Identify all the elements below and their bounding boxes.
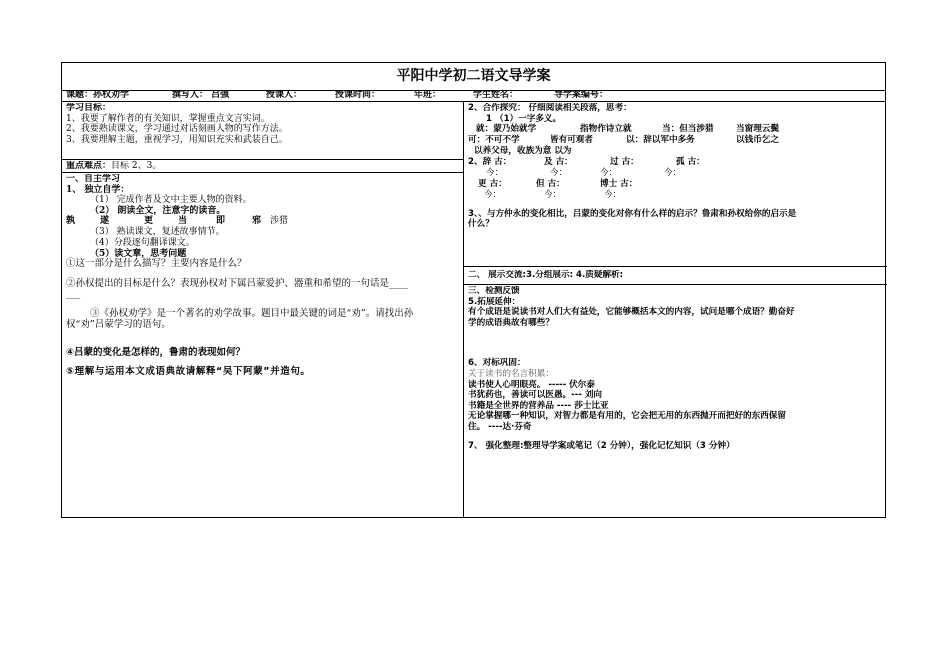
goals-heading: 学习目标： bbox=[66, 103, 112, 113]
selfstudy-line: （3） 熟读课文，复述故事情节。 bbox=[90, 227, 225, 238]
coop-item: 及 古： bbox=[544, 156, 573, 167]
coop-heading: 2、合作探究： 仔细阅读相关段落，思考： bbox=[468, 103, 632, 113]
coop-item: 今： bbox=[664, 167, 682, 178]
coop-item: 指物作诗立就 bbox=[580, 124, 632, 135]
meta-teacher: 授课人： bbox=[266, 90, 303, 100]
char-item: 涉猎 bbox=[270, 216, 289, 227]
char-item: 更 bbox=[144, 216, 154, 227]
meta-row bbox=[62, 90, 885, 102]
feedback-question-cont: 学的成语典故有哪些？ bbox=[468, 317, 554, 328]
coop-item: 过 古： bbox=[610, 156, 639, 167]
column-divider bbox=[463, 101, 464, 517]
meta-topic: 课题：孙权劝学 bbox=[66, 90, 130, 100]
coop-item: 今： bbox=[600, 167, 618, 178]
quote-item: 住。 ----达·芬奇 bbox=[468, 421, 532, 432]
selfstudy-section bbox=[66, 174, 461, 377]
coop-item: 以钱币乞之 bbox=[736, 135, 779, 146]
worksheet-page bbox=[61, 62, 886, 518]
quote-item: 书籍是全世界的营养品 ---- 莎士比亚 bbox=[468, 400, 609, 411]
selfstudy-line: （2） 朗读全文，注意字的读音。 bbox=[90, 205, 226, 216]
char-item: 即 bbox=[216, 216, 226, 227]
coop-question-3: 3、、与方仲永的变化相比，吕蒙的变化对你有什么样的启示？鲁肃和孙权给你的启示是 bbox=[468, 208, 797, 219]
coop-row-3: 以养父母，收族为意 以为 bbox=[474, 146, 572, 157]
selfstudy-line: （5）读文章，思考问题 bbox=[90, 248, 187, 259]
coop-section bbox=[468, 103, 884, 230]
feedback-section bbox=[468, 286, 884, 451]
keypoints-label: 重点难点： bbox=[66, 161, 112, 171]
coop-item: 但 古： bbox=[536, 178, 565, 189]
left-divider-2 bbox=[62, 172, 463, 173]
coop-item: 当：但当涉猎 bbox=[662, 124, 714, 135]
question-4: ④吕蒙的变化是怎样的，鲁肃的表现如何？ bbox=[66, 347, 246, 359]
goal-item: 1、我要了解作者的有关知识，掌握重点文言实词。 bbox=[66, 113, 270, 124]
coop-row-7 bbox=[468, 190, 884, 201]
left-divider-1 bbox=[62, 159, 463, 160]
coop-item: 今： bbox=[484, 189, 502, 200]
coop-item: 就：蒙乃始就学 bbox=[476, 124, 537, 135]
question-5: ⑤理解与运用本文成语典故请解释“吴下阿蒙”并造句。 bbox=[66, 365, 311, 377]
coop-item: 今： bbox=[544, 189, 562, 200]
question-3-cont: 权“劝”吕蒙学习的语句。 bbox=[66, 318, 171, 330]
quote-item: 读书使人心明眼亮。 ----- 伏尔泰 bbox=[468, 379, 595, 390]
question-3: ③《孙权劝学》是一个著名的劝学故事。题目中最关键的词是“劝”。请找出孙 bbox=[90, 307, 414, 319]
keypoints-text: 目标 2、3。 bbox=[111, 161, 162, 171]
selfstudy-sub1: 1、 独立自学： bbox=[66, 184, 130, 195]
feedback-sub2: 6、对标巩固： bbox=[468, 358, 526, 369]
coop-item: 以：辞以军中多务 bbox=[626, 135, 695, 146]
question-2-blank: ___ bbox=[66, 288, 81, 300]
char-item: 邪 bbox=[252, 216, 262, 227]
coop-item: 孤 古： bbox=[676, 156, 705, 167]
pronunciation-chars bbox=[66, 216, 461, 227]
right-divider-1 bbox=[464, 266, 887, 267]
exchange-row: 二、 展示交流:3.分组展示: 4.质疑解析: bbox=[468, 270, 624, 280]
char-item: 遂 bbox=[100, 216, 110, 227]
keypoints-row bbox=[66, 161, 461, 172]
coop-row-1 bbox=[468, 124, 884, 135]
coop-row-6 bbox=[468, 179, 884, 190]
selfstudy-line: （1） 完成作者及文中主要人物的资料。 bbox=[90, 195, 252, 206]
meta-number: 导学案编号： bbox=[554, 90, 609, 100]
quote-item: 书犹药也，善读可以医愚。--- 刘向 bbox=[468, 390, 603, 401]
goal-item: 3、我要理解主题，重视学习，用知识充实和武装自己。 bbox=[66, 134, 288, 145]
coop-sub: 1 （1）一字多义。 bbox=[486, 113, 562, 124]
feedback-heading: 三、检测反馈 bbox=[468, 286, 520, 296]
meta-class: 年班： bbox=[414, 90, 442, 100]
coop-question-3-cont: 什么？ bbox=[468, 219, 494, 230]
quote-heading: 关于读书的名言积累： bbox=[468, 368, 554, 379]
coop-item: 当窗理云鬓 bbox=[736, 124, 779, 135]
meta-time: 授课时间： bbox=[335, 90, 381, 100]
coop-row-5 bbox=[468, 168, 884, 179]
question-2: ②孙权提出的目标是什么？表现孙权对下属吕蒙爱护、器重和希望的一句话是____ bbox=[66, 277, 409, 289]
char-item: 孰 bbox=[66, 216, 76, 227]
coop-item: 今： bbox=[550, 167, 568, 178]
feedback-question: 有个成语是说读书对人们大有益处，它能够概括本文的内容，试问是哪个成语？勤奋好 bbox=[468, 307, 795, 318]
goals-section bbox=[66, 103, 461, 145]
page-title: 平阳中学初二语文导学案 bbox=[62, 63, 885, 91]
selfstudy-line: （4）分段逐句翻译课文。 bbox=[90, 237, 195, 248]
coop-item: 2、辞 古： bbox=[468, 156, 512, 167]
coop-row-4 bbox=[468, 157, 884, 168]
coop-item: 皆有可观者 bbox=[550, 135, 593, 146]
quote-item: 无论掌握哪一种知识，对智力都是有用的，它会把无用的东西抛开而把好的东西保留 bbox=[468, 411, 786, 422]
feedback-sub: 5.拓展延伸： bbox=[468, 296, 521, 307]
right-divider-2 bbox=[464, 284, 887, 285]
selfstudy-heading: 一、自主学习 bbox=[66, 174, 121, 184]
char-item: 当 bbox=[178, 216, 188, 227]
coop-item: 博士 古： bbox=[600, 178, 638, 189]
coop-item: 今： bbox=[486, 167, 504, 178]
meta-student: 学生姓名： bbox=[473, 90, 519, 100]
coop-row-2 bbox=[468, 135, 884, 146]
coop-item: 更 古： bbox=[478, 178, 507, 189]
goal-item: 2、我要熟读课文，学习通过对话刻画人物的写作方法。 bbox=[66, 124, 288, 135]
question-1: ①这一部分是什么描写？主要内容是什么？ bbox=[66, 258, 247, 270]
meta-author: 撰写人： 吕强 bbox=[172, 90, 230, 100]
summary-line: 7、 强化整理:整理导学案或笔记（2 分钟），强化记忆知识（3 分钟） bbox=[468, 440, 735, 451]
coop-item: 今： bbox=[604, 189, 622, 200]
coop-item: 可：不可不学 bbox=[468, 135, 520, 146]
